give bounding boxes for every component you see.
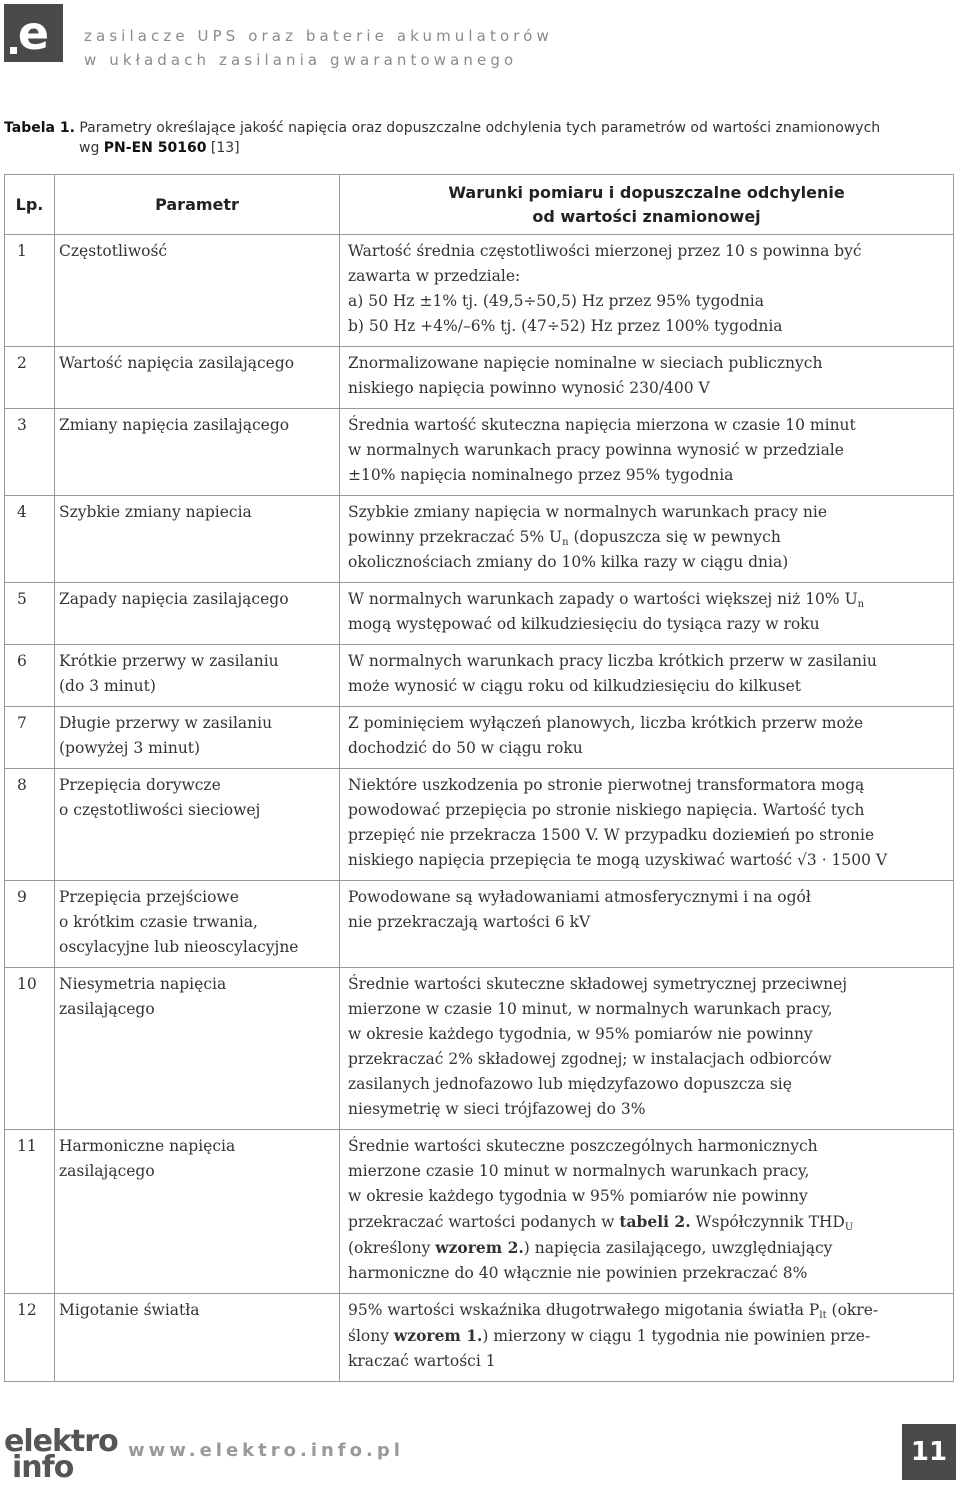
desc-line: zasilanych jednofazowo lub międzyfazowo dopuszcza się (348, 1075, 792, 1093)
subscript: lt (819, 1310, 827, 1321)
desc-line: Niektóre uszkodzenia po stronie pierwotnej transformatora mogą (348, 776, 865, 794)
sqrt-formula: √3 · 1500 (797, 851, 871, 869)
desc-line: mogą występować od kilkudziesięciu do tysiąca razy w roku (348, 615, 820, 633)
desc-line: niesymetrię w sieci trójfazowej do 3% (348, 1100, 646, 1118)
desc-line (348, 848, 947, 873)
footer-logo-line-2: info (12, 1450, 74, 1485)
table-row (5, 707, 954, 769)
desc-line: W normalnych warunkach pracy liczba krótkich przerw w zasilaniu (348, 652, 877, 670)
row-parameter (55, 769, 340, 881)
name-line: Niesymetria napięcia (59, 975, 227, 993)
brand-logo (4, 4, 63, 62)
formula-ref: wzorem 1. (393, 1326, 483, 1345)
desc-line: okolicznościach zmiany do 10% kilka razy w ciągu dnia) (348, 553, 789, 571)
header-warunki-line-1: Warunki pomiaru i dopuszczalne odchylenie (448, 182, 845, 202)
subscript: n (857, 599, 865, 610)
row-description (340, 1294, 954, 1382)
name-line: (powyżej 3 minut) (59, 739, 201, 757)
row-number: 6 (5, 645, 55, 707)
row-description (340, 645, 954, 707)
row-parameter (55, 645, 340, 707)
row-number: 8 (5, 769, 55, 881)
desc-text: (okre- (826, 1301, 879, 1319)
desc-line: w okresie każdego tygodnia w 95% pomiarów nie powinny (348, 1187, 808, 1205)
subscript: U (844, 1222, 854, 1233)
desc-line: dochodzić do 50 w ciągu roku (348, 739, 583, 757)
desc-text: ) mierzony w ciągu 1 tygodnia nie powinien prze- (482, 1327, 871, 1345)
name-line: oscylacyjne lub nieoscylacyjne (59, 938, 299, 956)
desc-line (348, 1323, 947, 1349)
name-line: zasilającego (59, 1162, 155, 1180)
row-description (340, 235, 954, 347)
row-number: 5 (5, 583, 55, 645)
header-warunki-line-2: od wartości znamionowej (532, 206, 761, 226)
desc-text: niskiego napięcia przepięcia te mogą uzyskiwać wartość (348, 851, 798, 869)
row-number: 9 (5, 881, 55, 968)
table-caption (4, 118, 954, 158)
desc-line: przekraczać 2% składowej zgodnej; w instalacjach odbiorców (348, 1050, 832, 1068)
footer-logo-line-1: elektro (4, 1424, 118, 1459)
row-number: 11 (5, 1130, 55, 1294)
desc-line: Wartość średnia częstotliwości mierzonej przez 10 s powinna być (348, 242, 862, 260)
row-parameter (55, 1130, 340, 1294)
logo-letter: e (17, 6, 50, 60)
row-parameter: Wartość napięcia zasilającego (55, 347, 340, 409)
row-description (340, 707, 954, 769)
desc-line: Znormalizowane napięcie nominalne w sieciach publicznych (348, 354, 823, 372)
row-description (340, 583, 954, 645)
name-line: o częstotliwości sieciowej (59, 801, 261, 819)
desc-line: powodować przepięcia po stronie niskiego napięcia. Wartość tych (348, 801, 865, 819)
row-number: 12 (5, 1294, 55, 1382)
name-line: Przepięcia przejściowe (59, 888, 239, 906)
desc-line: mierzone w czasie 10 minut, w normalnych warunkach pracy, (348, 1000, 833, 1018)
desc-line: zawarta w przedziale: (348, 267, 521, 285)
row-number: 10 (5, 968, 55, 1130)
desc-line: kraczać wartości 1 (348, 1352, 496, 1370)
desc-text: (dopuszcza się w pewnych (568, 528, 781, 546)
parameters-table (4, 174, 954, 1382)
table-row (5, 881, 954, 968)
desc-line: a) 50 Hz ±1% tj. (49,5÷50,5) Hz przez 95% tygodnia (348, 292, 764, 310)
table-row (5, 496, 954, 583)
table-header-row (5, 175, 954, 235)
row-number: 2 (5, 347, 55, 409)
desc-text: V (871, 851, 888, 869)
desc-text: Współczynnik THD (690, 1213, 845, 1231)
desc-line: Z pominięciem wyłączeń planowych, liczba krótkich przerw może (348, 714, 864, 732)
header-lp: Lp. (5, 175, 55, 235)
desc-line: przepięć nie przekracza 1500 V. W przypadku dozieмień po stronie (348, 826, 875, 844)
desc-line: nie przekraczają wartości 6 kV (348, 913, 591, 931)
desc-line: ±10% napięcia nominalnego przez 95% tygodnia (348, 466, 734, 484)
desc-line: Średnie wartości skuteczne poszczególnych harmonicznych (348, 1137, 818, 1155)
row-parameter (55, 881, 340, 968)
desc-line: Średnia wartość skuteczna napięcia mierzona w czasie 10 minut (348, 416, 856, 434)
table-row (5, 968, 954, 1130)
row-description (340, 881, 954, 968)
desc-line: w normalnych warunkach pracy powinna wynosić w przedziale (348, 441, 844, 459)
caption-label: Tabela 1. (4, 120, 75, 136)
table-row (5, 235, 954, 347)
table-row (5, 769, 954, 881)
row-parameter: Zmiany napięcia zasilającego (55, 409, 340, 496)
row-number: 7 (5, 707, 55, 769)
row-description (340, 769, 954, 881)
table-row (5, 1130, 954, 1294)
name-line: o krótkim czasie trwania, (59, 913, 258, 931)
desc-text: powinny przekraczać 5% U (348, 528, 563, 546)
desc-text: W normalnych warunkach zapady o wartości większej niż 10% U (348, 590, 858, 608)
name-line: Harmoniczne napięcia (59, 1137, 236, 1155)
row-description (340, 347, 954, 409)
desc-line (348, 1298, 947, 1323)
row-description (340, 409, 954, 496)
row-number: 4 (5, 496, 55, 583)
footer-url-link[interactable]: www.elektro.info.pl (128, 1440, 404, 1461)
page-number: 11 (902, 1424, 956, 1480)
row-parameter: Częstotliwość (55, 235, 340, 347)
tagline-line-2: w układach zasilania gwarantowanego (84, 51, 518, 69)
desc-line: b) 50 Hz +4%/–6% tj. (47÷52) Hz przez 100% tygodnia (348, 317, 783, 335)
name-line: Długie przerwy w zasilaniu (59, 714, 273, 732)
desc-line: może wynosić w ciągu roku od kilkudziesięciu do kilkuset (348, 677, 802, 695)
desc-text: przekraczać wartości podanych w (348, 1213, 620, 1231)
desc-line: Powodowane są wyładowaniami atmosferycznymi i na ogół (348, 888, 811, 906)
formula-ref: wzorem 2. (435, 1238, 524, 1257)
header-tagline (84, 24, 553, 72)
row-description (340, 1130, 954, 1294)
desc-line: harmoniczne do 40 włącznie nie powinien przekraczać 8% (348, 1264, 808, 1282)
row-parameter (55, 968, 340, 1130)
row-parameter: Zapady napięcia zasilającego (55, 583, 340, 645)
name-line: zasilającego (59, 1000, 155, 1018)
header-parametr: Parametr (55, 175, 340, 235)
row-parameter: Migotanie światła (55, 1294, 340, 1382)
desc-line: Średnie wartości skuteczne składowej symetrycznej przeciwnej (348, 975, 848, 993)
desc-line (348, 1209, 947, 1235)
desc-line (348, 525, 947, 550)
row-number: 3 (5, 409, 55, 496)
desc-line (348, 1235, 947, 1261)
logo-dot (10, 47, 17, 54)
row-number: 1 (5, 235, 55, 347)
desc-line: Szybkie zmiany napięcia w normalnych warunkach pracy nie (348, 503, 828, 521)
row-parameter (55, 707, 340, 769)
table-row (5, 583, 954, 645)
table-row (5, 409, 954, 496)
table-row (5, 347, 954, 409)
name-line: Przepięcia dorywcze (59, 776, 221, 794)
subscript: n (562, 537, 569, 548)
row-parameter: Szybkie zmiany napiecia (55, 496, 340, 583)
caption-line-2 (4, 138, 954, 158)
footer-logo (4, 1424, 118, 1485)
desc-line: mierzone czasie 10 minut w normalnych warunkach pracy, (348, 1162, 810, 1180)
caption-standard: PN-EN 50160 (103, 140, 207, 156)
table-row (5, 645, 954, 707)
tagline-line-1: zasilacze UPS oraz baterie akumulatorów (84, 27, 553, 45)
caption-text: Parametry określające jakość napięcia oraz dopuszczalne odchylenia tych parametrów od wartości znamionowych (79, 120, 881, 136)
desc-text: ) napięcia zasilającego, uwzględniający (523, 1239, 833, 1257)
desc-text: 95% wartości wskaźnika długotrwałego migotania światła P (348, 1301, 820, 1319)
desc-line (348, 587, 947, 612)
caption-ref: [13] (206, 140, 240, 156)
name-line: (do 3 minut) (59, 677, 156, 695)
header-warunki (340, 175, 954, 235)
name-line: Krótkie przerwy w zasilaniu (59, 652, 279, 670)
desc-text: (określony (348, 1239, 436, 1257)
row-description (340, 968, 954, 1130)
page-header (4, 4, 944, 69)
desc-text: ślony (348, 1327, 394, 1345)
table-row (5, 1294, 954, 1382)
desc-line: w okresie każdego tygodnia, w 95% pomiarów nie powinny (348, 1025, 813, 1043)
caption-prefix: wg (79, 140, 104, 156)
table-ref: tabeli 2. (619, 1212, 691, 1231)
row-description (340, 496, 954, 583)
desc-line: niskiego napięcia powinno wynosić 230/400 V (348, 379, 710, 397)
